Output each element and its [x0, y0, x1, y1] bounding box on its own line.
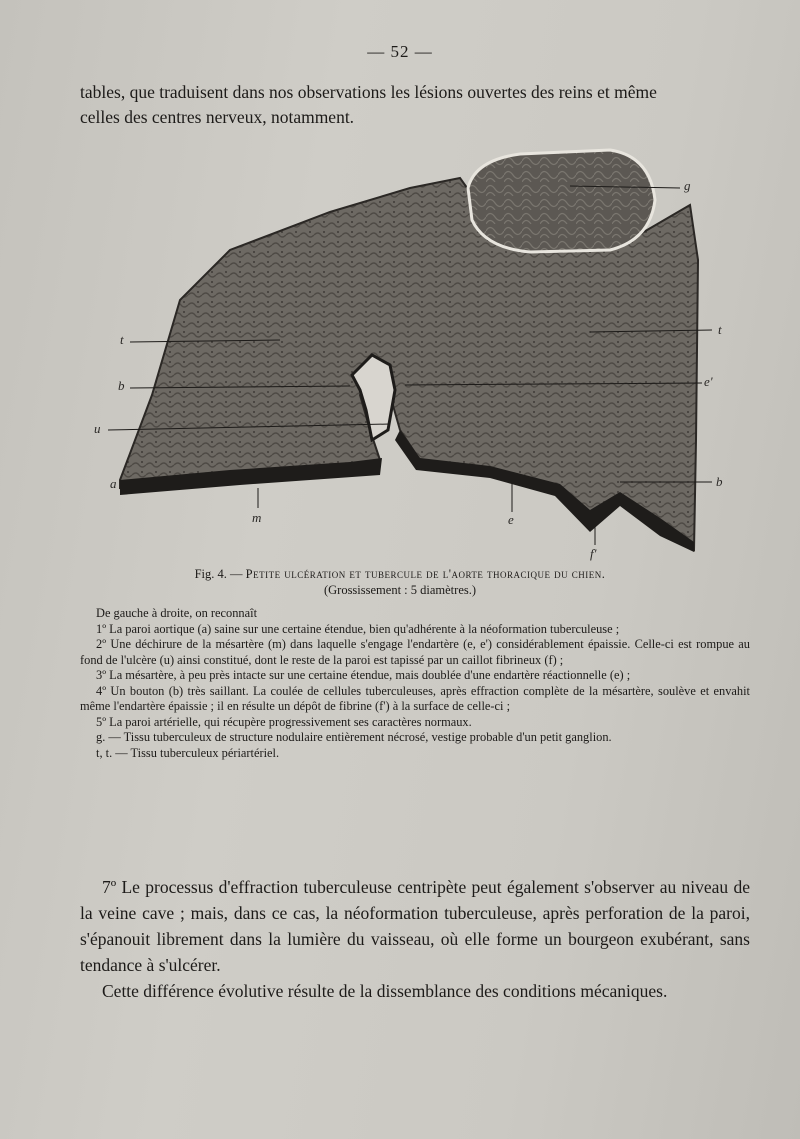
body-paragraph-2: Cette différence évolutive résulte de la dissemblance des conditions mécaniques.: [102, 981, 668, 1001]
label-b-right: b: [716, 474, 723, 489]
label-t-right: t: [718, 322, 722, 337]
top-paragraph-line-2: celles des centres nerveux, notamment.: [80, 107, 355, 127]
legend-item-4: 4º Un bouton (b) très saillant. La coulée de cellules tuberculeuses, après effraction complète de la mésartère, soulève et envahit même l'endartère épaissie ; il en résulte un dépôt de fibrine (f') à la surface de celle-ci ;: [80, 683, 750, 713]
label-f-prime: f': [590, 546, 597, 561]
figure-caption: [0, 566, 800, 598]
legend-intro: De gauche à droite, on reconnaît: [96, 606, 258, 620]
top-paragraph: [80, 80, 752, 130]
legend-item-g: g. — Tissu tuberculeux de structure nodulaire entièrement nécrosé, vestige probable d'un petit ganglion.: [96, 730, 612, 744]
histology-figure: [90, 140, 730, 565]
caption-subtitle: (Grossissement : 5 diamètres.): [323, 583, 477, 597]
necrotic-nodule-g: [468, 150, 655, 252]
legend-item-3: 3º La mésartère, à peu près intacte sur une certaine étendue, mais doublée d'une endartère réactionnelle (e) ;: [96, 668, 631, 682]
top-paragraph-line-1: tables, que traduisent dans nos observations les lésions ouvertes des reins et même: [80, 82, 657, 102]
label-m: m: [252, 510, 262, 525]
caption-title: Petite ulcération et tubercule de l'aorte thoracique du chien.: [245, 567, 606, 581]
label-g: g: [684, 178, 691, 193]
body-paragraphs: [80, 874, 750, 1004]
figure-legend: [80, 606, 750, 761]
legend-item-1: 1º La paroi aortique (a) saine sur une certaine étendue, bien qu'adhérente à la néoformation tuberculeuse ;: [96, 621, 620, 636]
legend-item-5: 5º La paroi artérielle, qui récupère progressivement ses caractères normaux.: [96, 714, 472, 729]
label-a: a: [110, 476, 117, 491]
legend-item-t: t, t. — Tissu tuberculeux périartériel.: [96, 745, 280, 760]
label-b-left: b: [118, 378, 125, 393]
aorta-section-illustration: [90, 140, 730, 565]
legend-item-2: 2º Une déchirure de la mésartère (m) dans laquelle s'engage l'endartère (e, e') considérablement épaissie. Celle-ci est rompue au fond de l'ulcère (u) ainsi constitué, dont le reste de la paroi est tapissé par un caillot fibrineux (f) ;: [80, 637, 750, 667]
label-t-left: t: [120, 332, 124, 347]
body-paragraph-1: 7º Le processus d'effraction tuberculeuse centripète peut également s'observer au niveau de la veine cave ; mais, dans ce cas, la néoformation tuberculeuse, après perforation de la paroi, s'épanouit librement dans la lumière du vaisseau, où elle forme un bourgeon exubérant, sans tendance à s'ulcérer.: [80, 877, 750, 975]
page-number: — 52 —: [367, 42, 433, 61]
label-u: u: [94, 421, 101, 436]
caption-title-line: [0, 566, 800, 582]
label-e-prime: e': [704, 374, 713, 389]
caption-prefix: Fig. 4. —: [194, 567, 243, 581]
label-e: e: [508, 512, 514, 527]
